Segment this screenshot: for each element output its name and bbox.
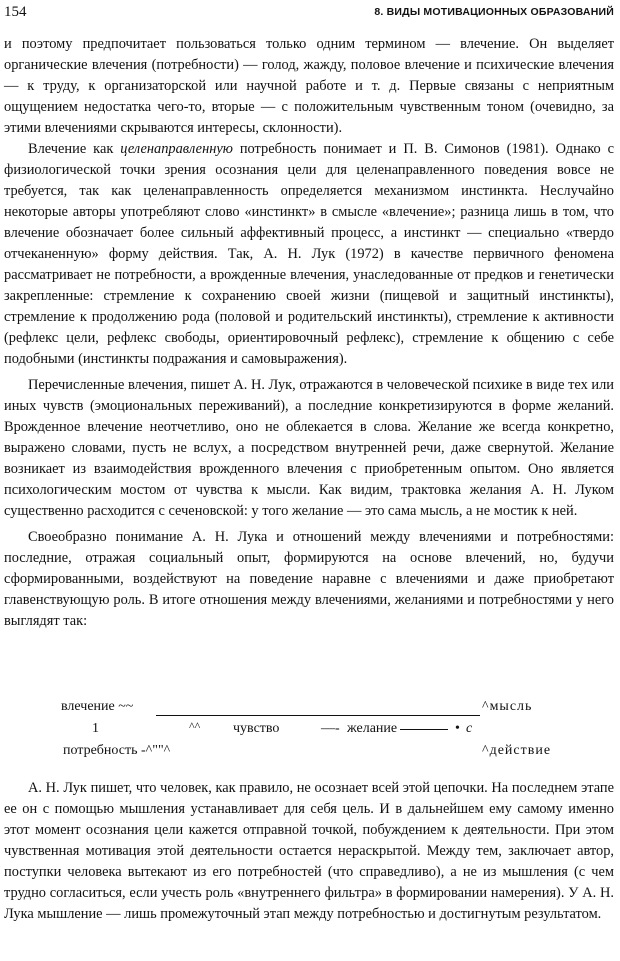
page-header bbox=[4, 2, 614, 24]
paragraph-simonov-rest: потребность понимает и П. В. Симонов (1981). Однако с физиологической точки зрения осознания цели для целенаправленного поведения вовсе не требуется, так как целенаправленность определяется механизмом инстинкта. Неслучайно некоторые авторы употребляют слово «инстинкт» в смысле «влечение»; разница лишь в том, что влечение обозначает более сильный аффективный процесс, а инстинкт — специально «твердо отчеканенную» форму действия. Так, А. Н. Лук (1972) в качестве первичного феномена рассматривает не потребности, а врожденные влечения, унаследованные от предков и генетически закрепленные: стремление к сохранению своей жизни (пищевой и защитный инстинкты), стремление к продолжению рода (половой и родительский инстинкты), стремление к активности (рефлекс цели, рефлекс свободы, ориентировочный рефлекс), стремление к общению с себе подобными (инстинкты подражания и самовыражения). bbox=[4, 141, 614, 367]
scheme-drive-label: влечение ~~ bbox=[61, 699, 134, 714]
paragraph-luk-feelings: Перечисленные влечения, пишет А. Н. Лук, отражаются в человеческой психике в виде тех или иных чувств (эмоциональных переживаний), а последние конкретизируются в форме желаний. Врожденное влечение неотчетливо, оно не облекается в слова. Желание же всегда конкретно, выражено словами, пусть не вслух, а посредством внутренней речи, даже свернутой. Желание возникает из взаимодействия врожденного влечения с приобретенным опытом. Оно является психологическим мостом от чувства к мысли. Как видим, трактовка желания А. Н. Луком существенно расходится с сеченовской: у того желание — это сама мысль, а не мостик к ней. bbox=[4, 377, 614, 519]
scheme-feeling-label: чувство bbox=[233, 721, 280, 736]
scheme-carets: ^^ bbox=[189, 719, 201, 733]
scheme-desire-label: желание bbox=[347, 721, 398, 736]
text-block-upper bbox=[4, 34, 614, 632]
paragraph-simonov bbox=[4, 139, 614, 370]
running-head-chapter-title: 8. ВИДЫ МОТИВАЦИОННЫХ ОБРАЗОВАНИЙ bbox=[374, 6, 614, 18]
paragraph-simonov-start: Влечение как bbox=[28, 141, 121, 157]
text-block-lower bbox=[4, 778, 614, 925]
book-page bbox=[4, 0, 614, 961]
scheme-action-label: ^действие bbox=[482, 743, 552, 758]
scheme-dash-mark: —- bbox=[321, 721, 340, 736]
scheme-bullet: • bbox=[455, 721, 460, 736]
scheme-thought-label: ^мысль bbox=[482, 699, 533, 714]
scheme-need-label: потребность -^""^ bbox=[63, 743, 171, 758]
scheme-c-mark: с bbox=[466, 721, 473, 736]
paragraph-continuation: и поэтому предпочитает пользоваться только одним термином — влечение. Он выделяет органические влечения (потребности) — голод, жажду, половое влечение и психические влечения — к труду, к организаторской или научной работе и т. д. Первые связаны с неприятным ощущением недостатка чего-то, вторые — с положительным чувственным тоном (очевидно, за этими влечениями скрываются интересы, склонности). bbox=[4, 36, 614, 136]
drive-need-scheme bbox=[4, 696, 614, 768]
page-number: 154 bbox=[4, 4, 27, 20]
paragraph-conclusion: А. Н. Лук пишет, что человек, как правило, не осознает всей этой цепочки. На последнем этапе ее он с помощью мышления устанавливает для себя цель. И в дальнейшем ему самому именно этот момент осознания цели кажется отправной точкой, побуждением к деятельности. При этом чувственная мотивация этой деятельности остается нераскрытой. Между тем, заключает автор, поступки человека вытекают из его потребностей (что справедливо), а не из мышления (с чем трудно согласиться, если учесть роль «внутреннего фильтра» в формировании намерения). У А. Н. Лука мышление — лишь промежуточный этап между потребностью и достигнутым результатом. bbox=[4, 780, 614, 922]
emphasis-word: целенаправленную bbox=[120, 141, 233, 157]
scheme-desire-line bbox=[400, 729, 448, 730]
scheme-number-one: 1 bbox=[92, 721, 99, 736]
paragraph-luk-relations: Своеобразно понимание А. Н. Лука и отношений между влечениями и потребностями: последние, отражая социальный опыт, формируются на основе влечений, но, будучи сформированными, воздействуют на поведение наравне с влечениями и даже приобретают главенствующую роль. В итоге отношения между влечениями, желаниями и потребностями у него выглядят так: bbox=[4, 529, 614, 629]
scheme-top-line bbox=[156, 715, 480, 716]
